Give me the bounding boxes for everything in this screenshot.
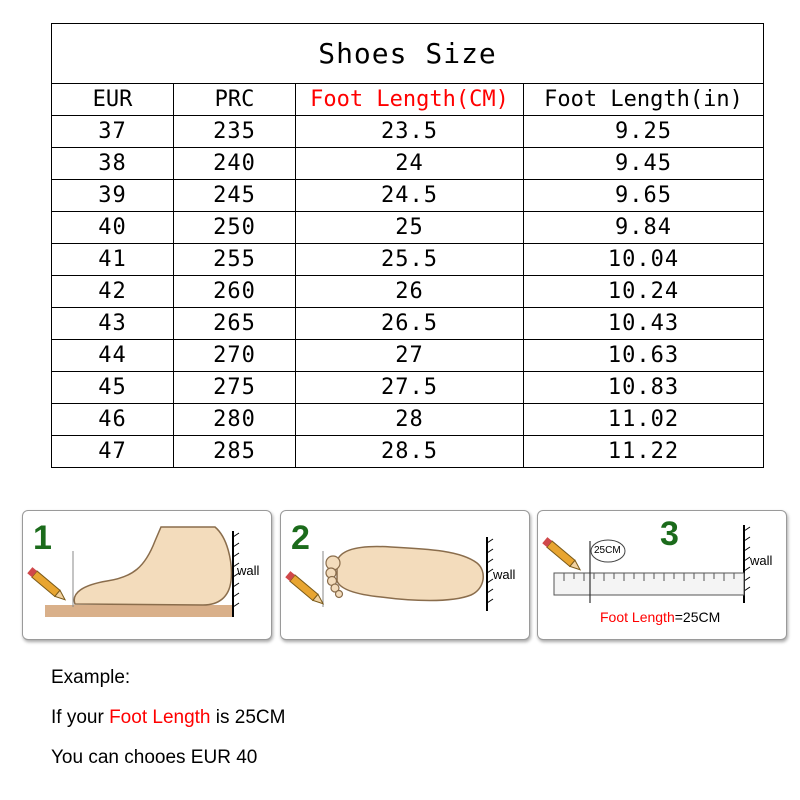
cell-prc: 235 xyxy=(174,116,296,148)
example-line-1-highlight: Foot Length xyxy=(109,707,211,728)
example-line-2: You can chooes EUR 40 xyxy=(51,747,258,768)
cell-prc: 280 xyxy=(174,404,296,436)
table-title: Shoes Size xyxy=(52,24,764,84)
cell-foot-length-cm: 24.5 xyxy=(296,180,524,212)
step-2-illustration xyxy=(281,511,529,639)
cell-prc: 285 xyxy=(174,436,296,468)
cell-foot-length-in: 10.24 xyxy=(524,276,764,308)
cell-foot-length-in: 9.25 xyxy=(524,116,764,148)
step-1-wall-label: wall xyxy=(237,563,260,578)
cell-eur: 47 xyxy=(52,436,174,468)
step-2-panel xyxy=(280,510,530,640)
cell-foot-length-cm: 25 xyxy=(296,212,524,244)
step-1-illustration xyxy=(23,511,271,639)
size-table xyxy=(51,23,764,468)
cell-eur: 39 xyxy=(52,180,174,212)
cell-eur: 46 xyxy=(52,404,174,436)
table-row xyxy=(52,244,764,276)
step-3-mark-label: 25CM xyxy=(594,545,621,556)
cell-foot-length-cm: 27.5 xyxy=(296,372,524,404)
header-foot-length-in: Foot Length(in) xyxy=(524,84,764,116)
cell-foot-length-in: 9.84 xyxy=(524,212,764,244)
cell-eur: 41 xyxy=(52,244,174,276)
example-heading: Example: xyxy=(51,667,131,688)
step-3-wall-label: wall xyxy=(750,553,773,568)
cell-prc: 270 xyxy=(174,340,296,372)
step-3-note-label: Foot Length xyxy=(600,609,675,625)
cell-foot-length-cm: 26.5 xyxy=(296,308,524,340)
cell-eur: 38 xyxy=(52,148,174,180)
cell-foot-length-cm: 24 xyxy=(296,148,524,180)
pencil-2 xyxy=(285,571,325,607)
cell-foot-length-cm: 27 xyxy=(296,340,524,372)
table-row xyxy=(52,340,764,372)
cell-eur: 43 xyxy=(52,308,174,340)
foot-side xyxy=(74,527,231,605)
table-row xyxy=(52,436,764,468)
example-line-1 xyxy=(51,707,285,729)
header-prc: PRC xyxy=(174,84,296,116)
cell-prc: 260 xyxy=(174,276,296,308)
cell-eur: 44 xyxy=(52,340,174,372)
cell-foot-length-cm: 28 xyxy=(296,404,524,436)
header-eur: EUR xyxy=(52,84,174,116)
cell-prc: 255 xyxy=(174,244,296,276)
table-row xyxy=(52,180,764,212)
step-2-wall-label: wall xyxy=(493,567,516,582)
cell-eur: 42 xyxy=(52,276,174,308)
cell-eur: 45 xyxy=(52,372,174,404)
cell-prc: 250 xyxy=(174,212,296,244)
cell-prc: 245 xyxy=(174,180,296,212)
pencil-1 xyxy=(27,567,67,603)
table-row xyxy=(52,372,764,404)
cell-foot-length-in: 9.65 xyxy=(524,180,764,212)
cell-eur: 40 xyxy=(52,212,174,244)
table-row xyxy=(52,148,764,180)
cell-foot-length-in: 9.45 xyxy=(524,148,764,180)
table-row xyxy=(52,404,764,436)
step-3-number: 3 xyxy=(660,515,679,553)
example-line-1-suffix: is 25CM xyxy=(210,707,286,728)
step-1-number: 1 xyxy=(33,519,52,557)
cell-foot-length-cm: 23.5 xyxy=(296,116,524,148)
table-header-row xyxy=(52,84,764,116)
cell-foot-length-in: 11.02 xyxy=(524,404,764,436)
cell-foot-length-in: 10.83 xyxy=(524,372,764,404)
foot-top xyxy=(337,547,483,601)
table-body xyxy=(52,116,764,468)
cell-foot-length-in: 10.04 xyxy=(524,244,764,276)
cell-eur: 37 xyxy=(52,116,174,148)
cell-foot-length-cm: 26 xyxy=(296,276,524,308)
table-row xyxy=(52,308,764,340)
step-3-foot-length-note xyxy=(600,609,720,625)
pencil-3 xyxy=(542,537,582,573)
cell-foot-length-in: 10.63 xyxy=(524,340,764,372)
cell-foot-length-cm: 28.5 xyxy=(296,436,524,468)
cell-prc: 275 xyxy=(174,372,296,404)
cell-foot-length-in: 11.22 xyxy=(524,436,764,468)
cell-foot-length-cm: 25.5 xyxy=(296,244,524,276)
example-line-1-prefix: If your xyxy=(51,707,110,728)
table-row xyxy=(52,116,764,148)
step-1-panel xyxy=(22,510,272,640)
table-row xyxy=(52,212,764,244)
step-2-number: 2 xyxy=(291,519,310,557)
table-row xyxy=(52,276,764,308)
step-3-panel xyxy=(537,510,787,640)
cell-prc: 240 xyxy=(174,148,296,180)
step-3-note-value: =25CM xyxy=(674,609,721,625)
cell-prc: 265 xyxy=(174,308,296,340)
header-foot-length-cm: Foot Length(CM) xyxy=(296,84,524,116)
ruler xyxy=(554,573,744,595)
cell-foot-length-in: 10.43 xyxy=(524,308,764,340)
